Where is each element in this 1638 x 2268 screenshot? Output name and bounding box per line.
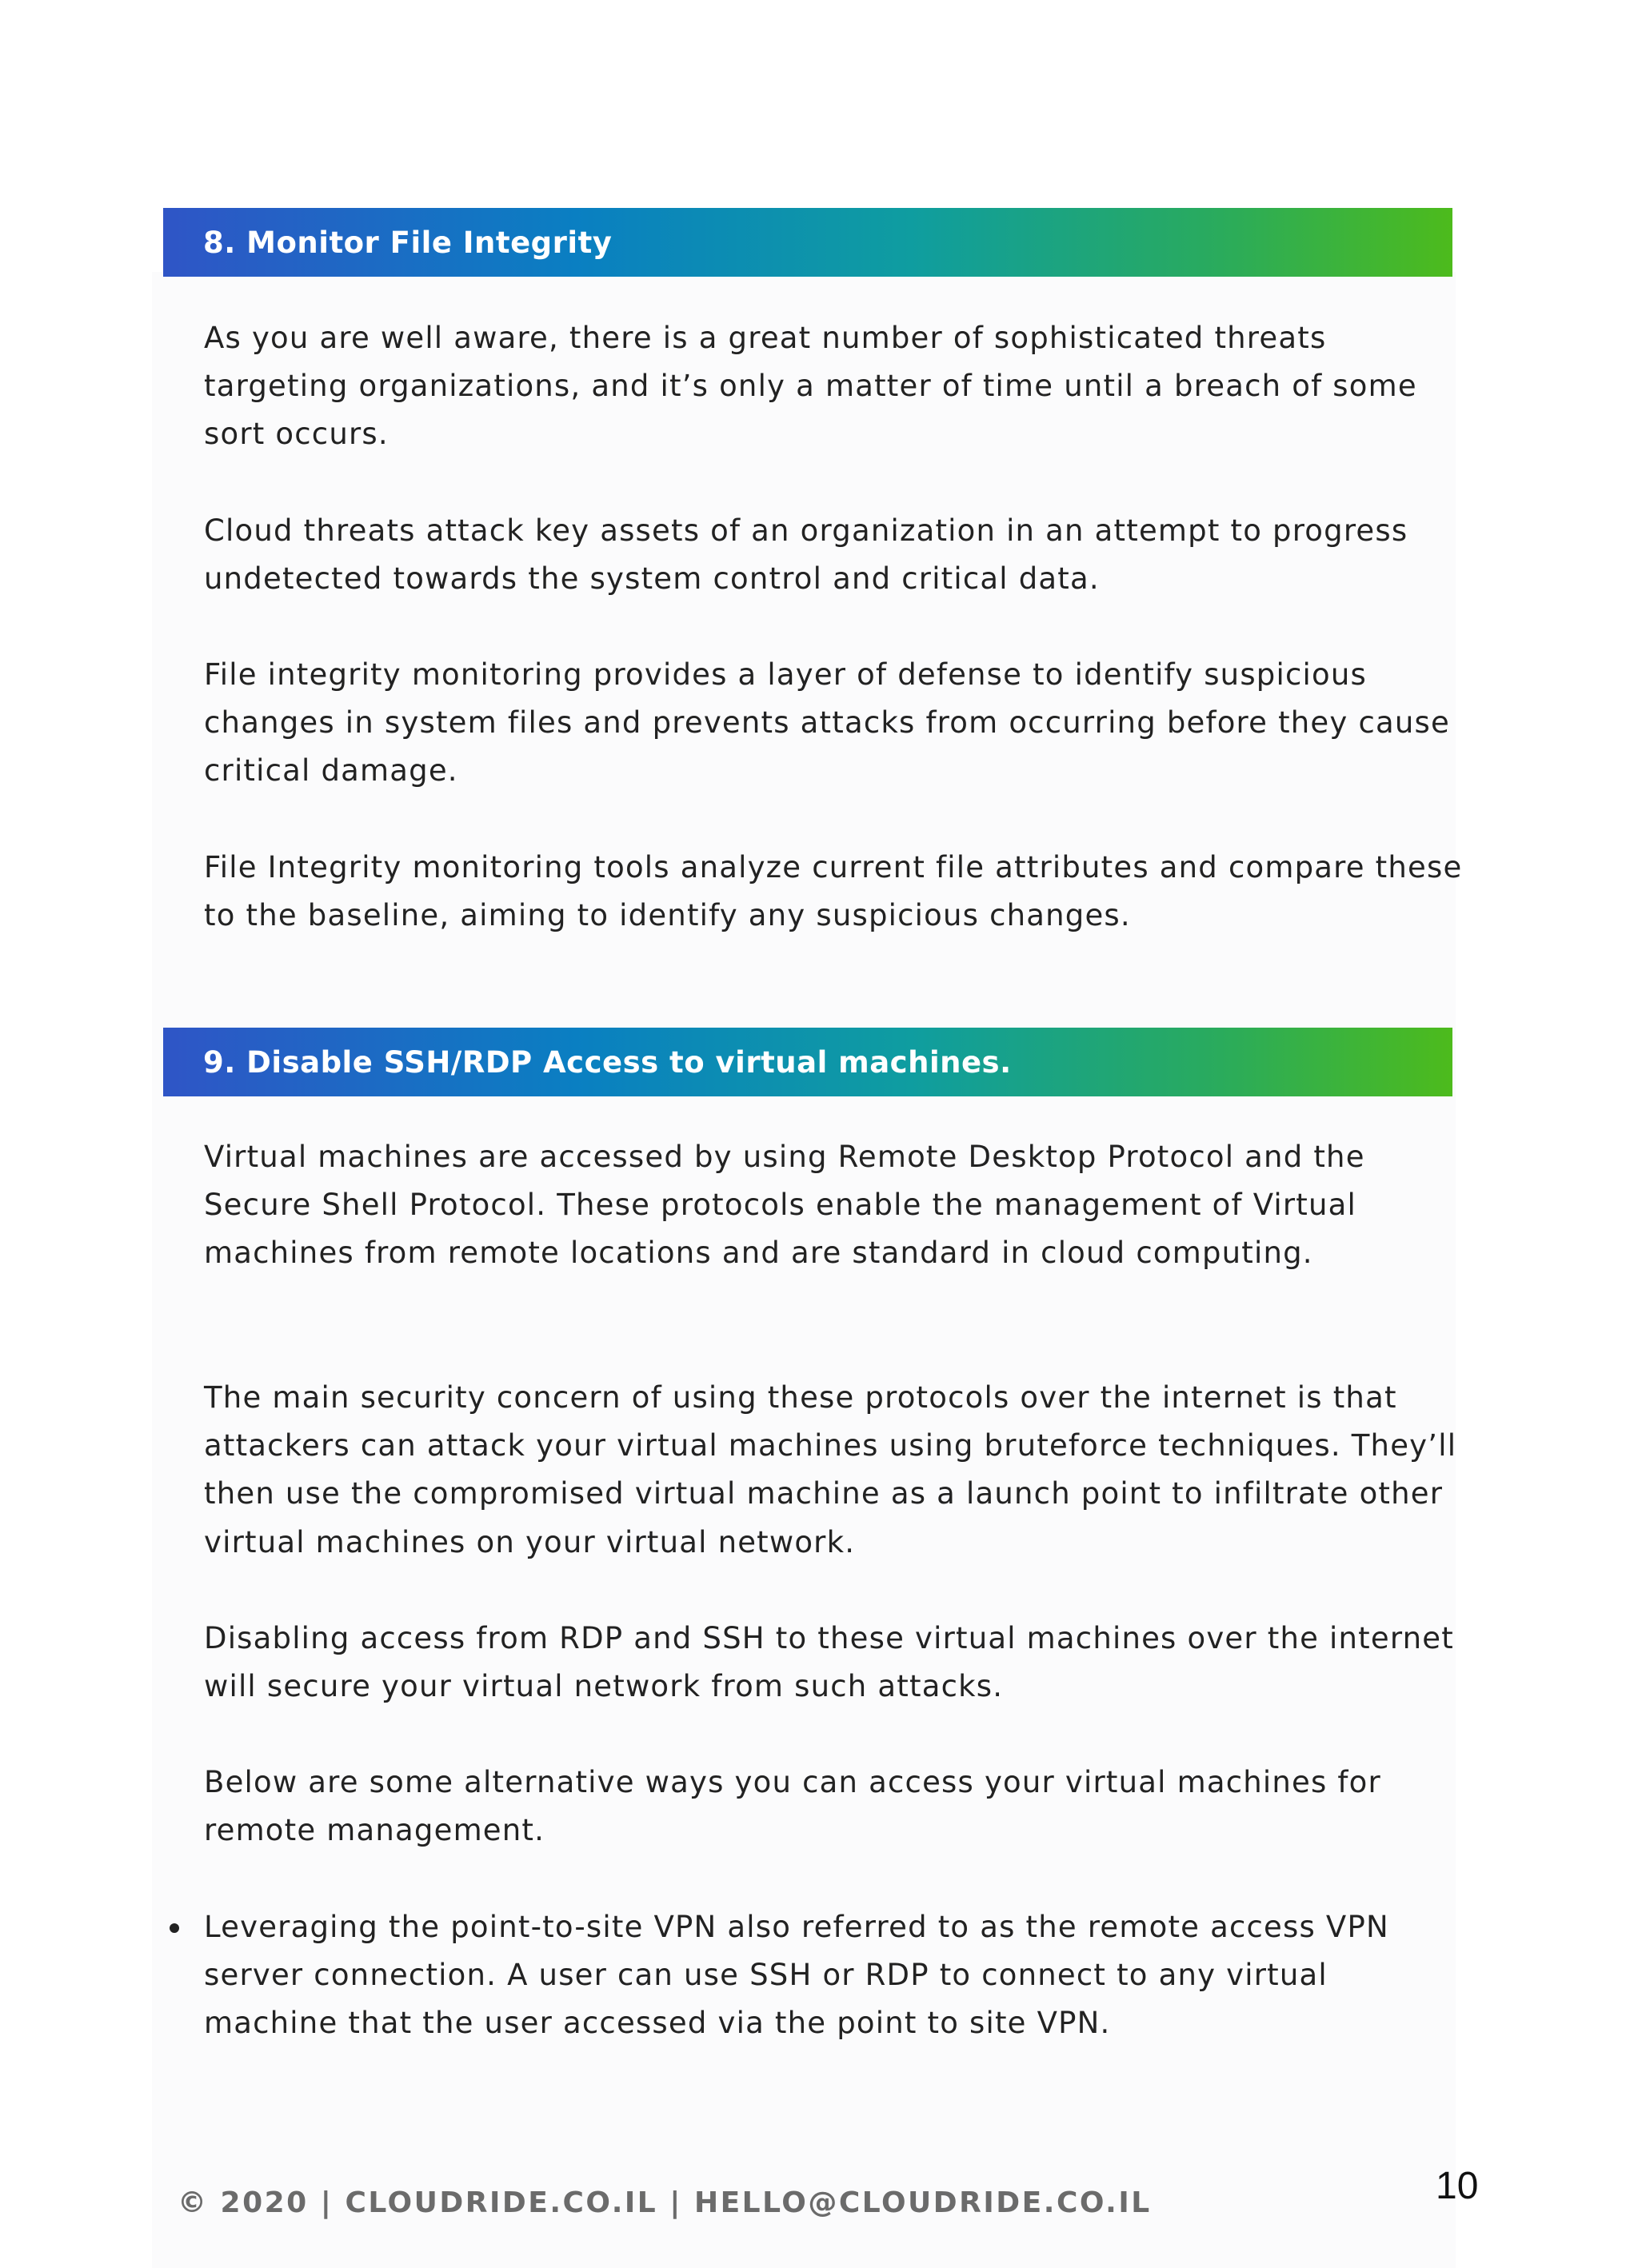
- section-9-heading: 9. Disable SSH/RDP Access to virtual machines.: [203, 1044, 1012, 1080]
- section-8-paragraph-2: Cloud threats attack key assets of an organization in an attempt to progress undetected towards the system control and critical data.: [204, 513, 1408, 597]
- section-9-paragraph-2: The main security concern of using these protocols over the internet is that attackers can attack your virtual machines using bruteforce techniques. They’ll then use the compromised virtual machine as a launch point to infiltrate other virtual machines on your virtual network.: [204, 1380, 1457, 1559]
- section-9-paragraph-4: Below are some alternative ways you can access your virtual machines for remote management.: [204, 1765, 1381, 1848]
- section-9-bullet-1: Leveraging the point-to-site VPN also referred to as the remote access VPN server connection. A user can use SSH or RDP to connect to any virtual machine that the user accessed via the point to site VPN.: [204, 1910, 1389, 2041]
- footer-text: © 2020 | CLOUDRIDE.CO.IL | HELLO@CLOUDRIDE.CO.IL: [178, 2186, 1152, 2219]
- bullet-icon: [170, 1923, 179, 1933]
- section-9-header: [163, 1028, 1452, 1096]
- page-number: 10: [1436, 2165, 1479, 2207]
- section-8-paragraph-1: As you are well aware, there is a great number of sophisticated threats targeting organizations, and it’s only a matter of time until a breach of some sort occurs.: [204, 321, 1417, 452]
- section-9-paragraph-3: Disabling access from RDP and SSH to these virtual machines over the internet will secure your virtual network from such attacks.: [204, 1621, 1454, 1704]
- section-8-paragraph-3: File integrity monitoring provides a layer of defense to identify suspicious changes in system files and prevents attacks from occurring before they cause critical damage.: [204, 657, 1450, 789]
- section-9-paragraph-1: Virtual machines are accessed by using Remote Desktop Protocol and the Secure Shell Protocol. These protocols enable the management of Virtual machines from remote locations and are standard in cloud computing.: [204, 1140, 1365, 1271]
- section-8-header: [163, 208, 1452, 277]
- section-8-paragraph-4: File Integrity monitoring tools analyze current file attributes and compare these to the baseline, aiming to identify any suspicious changes.: [204, 850, 1463, 933]
- section-8-heading: 8. Monitor File Integrity: [203, 225, 613, 260]
